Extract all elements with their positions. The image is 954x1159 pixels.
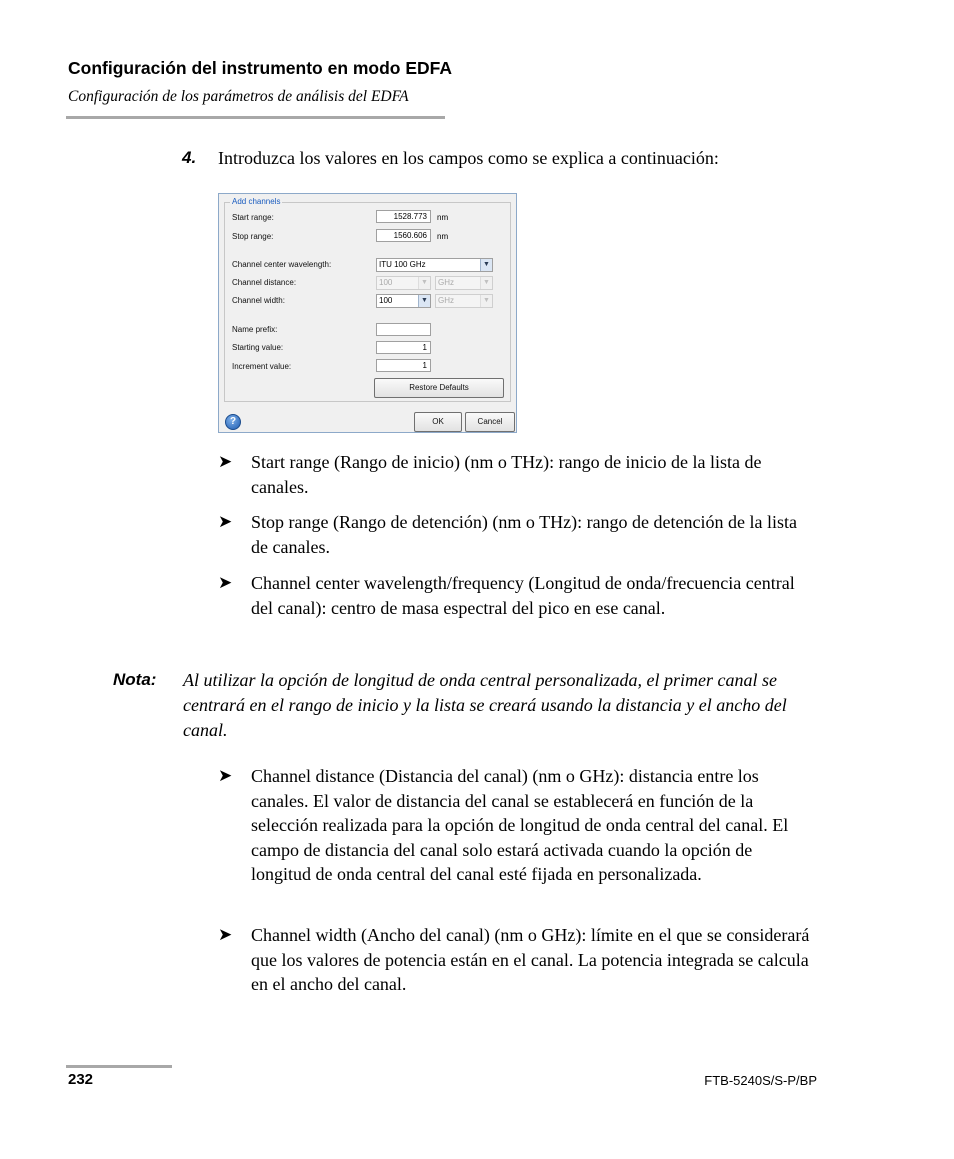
channel-width-label: Channel width: bbox=[232, 296, 285, 305]
add-channels-legend: Add channels bbox=[232, 197, 281, 206]
start-range-label: Start range: bbox=[232, 213, 274, 222]
restore-defaults-button[interactable]: Restore Defaults bbox=[374, 378, 504, 398]
chevron-down-icon: ▼ bbox=[480, 259, 492, 271]
list-item-text: Channel center wavelength/frequency (Longitud de onda/frecuencia central del canal): centro de masa espectral del pico en ese canal. bbox=[251, 573, 795, 618]
header-divider bbox=[66, 116, 445, 119]
channel-distance-label: Channel distance: bbox=[232, 278, 297, 287]
step-text: Introduzca los valores en los campos como se explica a continuación: bbox=[218, 148, 719, 168]
section-title: Configuración del instrumento en modo EDFA bbox=[68, 58, 453, 78]
channel-width-value: 100 bbox=[379, 296, 393, 305]
channel-width-select[interactable] bbox=[376, 294, 431, 308]
page-number: 232 bbox=[68, 1071, 94, 1088]
channel-distance-unit-select bbox=[435, 276, 493, 290]
footer-divider bbox=[66, 1065, 172, 1068]
center-wavelength-value: ITU 100 GHz bbox=[379, 260, 426, 269]
stop-range-label: Stop range: bbox=[232, 232, 274, 241]
center-wavelength-label: Channel center wavelength: bbox=[232, 260, 332, 269]
list-item-text: Channel distance (Distancia del canal) (nm o GHz): distancia entre los canales. El valor de distancia del canal se establecerá en función de la selección realizada para la opción de longitud de onda central del canal. El campo de distancia del canal solo estará activada cuando la opción de longitud de onda central del canal esté fijada en personalizada. bbox=[251, 766, 789, 884]
cancel-button[interactable]: Cancel bbox=[465, 412, 515, 432]
document-id: FTB-5240S/S-P/BP bbox=[704, 1073, 817, 1088]
name-prefix-input[interactable] bbox=[376, 323, 431, 336]
channel-width-unit-select bbox=[435, 294, 493, 308]
arrow-bullet-icon: ➤ bbox=[218, 573, 233, 593]
arrow-bullet-icon: ➤ bbox=[218, 512, 233, 532]
chevron-down-icon: ▼ bbox=[480, 295, 492, 307]
note-label: Nota: bbox=[113, 670, 157, 689]
chevron-down-icon: ▼ bbox=[418, 295, 430, 307]
starting-value-input[interactable]: 1 bbox=[376, 341, 431, 354]
increment-value-input[interactable]: 1 bbox=[376, 359, 431, 372]
name-prefix-label: Name prefix: bbox=[232, 325, 278, 334]
center-wavelength-select[interactable] bbox=[376, 258, 493, 272]
channel-distance-select bbox=[376, 276, 431, 290]
arrow-bullet-icon: ➤ bbox=[218, 452, 233, 472]
section-subtitle: Configuración de los parámetros de análisis del EDFA bbox=[68, 88, 409, 105]
channel-distance-unit: GHz bbox=[438, 278, 454, 287]
start-range-input[interactable]: 1528.773 bbox=[376, 210, 431, 223]
start-range-unit: nm bbox=[437, 213, 449, 222]
list-item-text: Start range (Rango de inicio) (nm o THz): rango de inicio de la lista de canales. bbox=[251, 452, 762, 497]
stop-range-unit: nm bbox=[437, 232, 449, 241]
arrow-bullet-icon: ➤ bbox=[218, 925, 233, 945]
arrow-bullet-icon: ➤ bbox=[218, 766, 233, 786]
ok-button[interactable]: OK bbox=[414, 412, 462, 432]
note-text: Al utilizar la opción de longitud de onda central personalizada, el primer canal se centrará en el rango de inicio y la lista se creará usando la distancia y el ancho del canal. bbox=[183, 670, 787, 740]
starting-value-label: Starting value: bbox=[232, 343, 284, 352]
help-icon[interactable]: ? bbox=[225, 414, 241, 430]
list-item-text: Stop range (Rango de detención) (nm o THz): rango de detención de la lista de canales. bbox=[251, 512, 797, 557]
chevron-down-icon: ▼ bbox=[480, 277, 492, 289]
increment-value-label: Increment value: bbox=[232, 362, 292, 371]
list-item-text: Channel width (Ancho del canal) (nm o GHz): límite en el que se considerará que los valores de potencia están en el canal. La potencia integrada se calcula en el ancho del canal. bbox=[251, 925, 810, 994]
step-number: 4. bbox=[182, 148, 197, 167]
channel-distance-value: 100 bbox=[379, 278, 393, 287]
add-channels-dialog bbox=[218, 193, 517, 433]
channel-width-unit: GHz bbox=[438, 296, 454, 305]
chevron-down-icon: ▼ bbox=[418, 277, 430, 289]
stop-range-input[interactable]: 1560.606 bbox=[376, 229, 431, 242]
